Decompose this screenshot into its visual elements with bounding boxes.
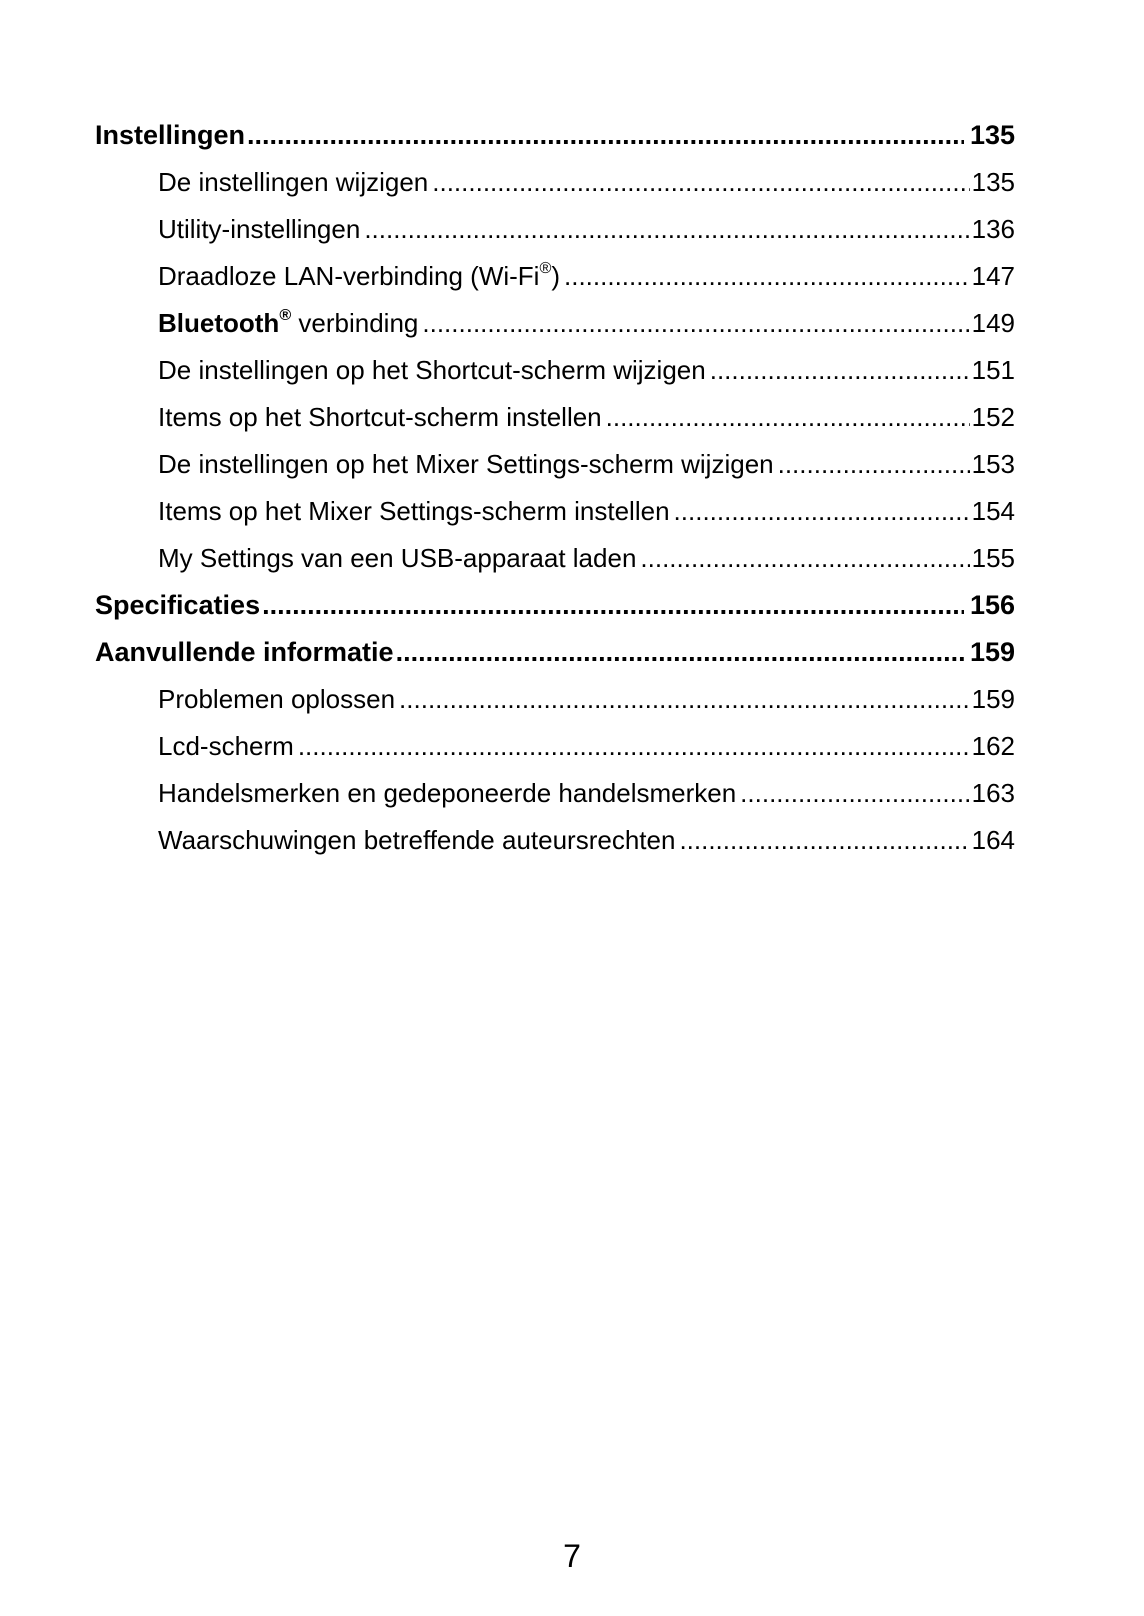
toc-title-prefix: Draadloze LAN-verbinding (Wi-Fi [158,261,540,291]
toc-entry-page: 156 [969,590,1015,620]
toc-dot-leader [422,300,969,347]
toc-entry-my-settings-usb[interactable] [95,535,1015,582]
toc-dot-leader [778,441,970,488]
toc-entry-page: 164 [971,825,1015,855]
registered-mark: ® [279,305,292,324]
toc-dot-leader [247,112,964,159]
registered-mark: ® [539,258,552,277]
toc-entry-page: 135 [971,167,1015,197]
toc-entry-auteursrechten[interactable] [95,817,1015,864]
toc-dot-leader [740,770,969,817]
toc-entry-title: Specificaties [95,590,261,620]
toc-entry-page: 149 [971,308,1015,338]
toc-entry-shortcut-instellen[interactable] [95,394,1015,441]
toc-dot-leader [606,394,970,441]
toc-entry-title: Waarschuwingen betreffende auteursrechten [158,825,676,855]
toc-dot-leader [396,629,964,676]
toc-entry-title [158,300,418,347]
toc-entry-instellingen-wijzigen[interactable] [95,159,1015,206]
toc-entry-page: 147 [971,261,1015,291]
toc-entry-title: Handelsmerken en gedeponeerde handelsmerken [158,778,737,808]
toc-entry-title: Instellingen [95,120,246,150]
toc-entry-page: 136 [971,214,1015,244]
toc-entry-title: My Settings van een USB-apparaat laden [158,543,637,573]
toc-entry-draadloze-lan[interactable] [95,253,1015,300]
toc-entry-lcd-scherm[interactable] [95,723,1015,770]
toc-entry-aanvullende-informatie[interactable] [95,629,1015,676]
toc-entry-page: 155 [971,543,1015,573]
toc-title-suffix: verbinding [291,308,419,338]
toc-entry-title: De instellingen op het Mixer Settings-scherm wijzigen [158,449,774,479]
toc-entry-page: 153 [971,449,1015,479]
toc-entry-mixer-wijzigen[interactable] [95,441,1015,488]
toc-entry-title: De instellingen op het Shortcut-scherm wijzigen [158,355,706,385]
toc-dot-leader [262,582,964,629]
toc-entry-title: De instellingen wijzigen [158,167,429,197]
toc-entry-utility-instellingen[interactable] [95,206,1015,253]
toc-entry-problemen-oplossen[interactable] [95,676,1015,723]
toc-entry-title: Lcd-scherm [158,731,294,761]
toc-entry-title: Problemen oplossen [158,684,396,714]
toc-dot-leader [364,206,969,253]
toc-entry-bluetooth[interactable] [95,300,1015,347]
toc-entry-title: Aanvullende informatie [95,637,394,667]
toc-entry-page: 152 [971,402,1015,432]
toc-dot-leader [298,723,970,770]
toc-dot-leader [674,488,970,535]
table-of-contents [95,112,1015,864]
page-number: 7 [563,1538,581,1574]
toc-entry-page: 159 [971,684,1015,714]
toc-dot-leader [710,347,970,394]
toc-entry-page: 135 [969,120,1015,150]
toc-entry-mixer-instellen[interactable] [95,488,1015,535]
toc-entry-page: 159 [969,637,1015,667]
toc-dot-leader [564,253,970,300]
toc-entry-title: Items op het Shortcut-scherm instellen [158,402,602,432]
toc-entry-page: 154 [971,496,1015,526]
toc-dot-leader [679,817,969,864]
toc-dot-leader [399,676,970,723]
toc-entry-title [158,253,560,300]
toc-dot-leader [640,535,969,582]
toc-title-suffix: ) [551,261,561,291]
toc-entry-title: Utility-instellingen [158,214,361,244]
toc-entry-title: Items op het Mixer Settings-scherm instellen [158,496,670,526]
toc-entry-specificaties[interactable] [95,582,1015,629]
toc-title-bold: Bluetooth [158,308,280,338]
toc-entry-page: 162 [971,731,1015,761]
toc-entry-shortcut-wijzigen[interactable] [95,347,1015,394]
toc-entry-handelsmerken[interactable] [95,770,1015,817]
toc-dot-leader [432,159,969,206]
toc-entry-instellingen[interactable] [95,112,1015,159]
toc-entry-page: 163 [971,778,1015,808]
toc-entry-page: 151 [971,355,1015,385]
